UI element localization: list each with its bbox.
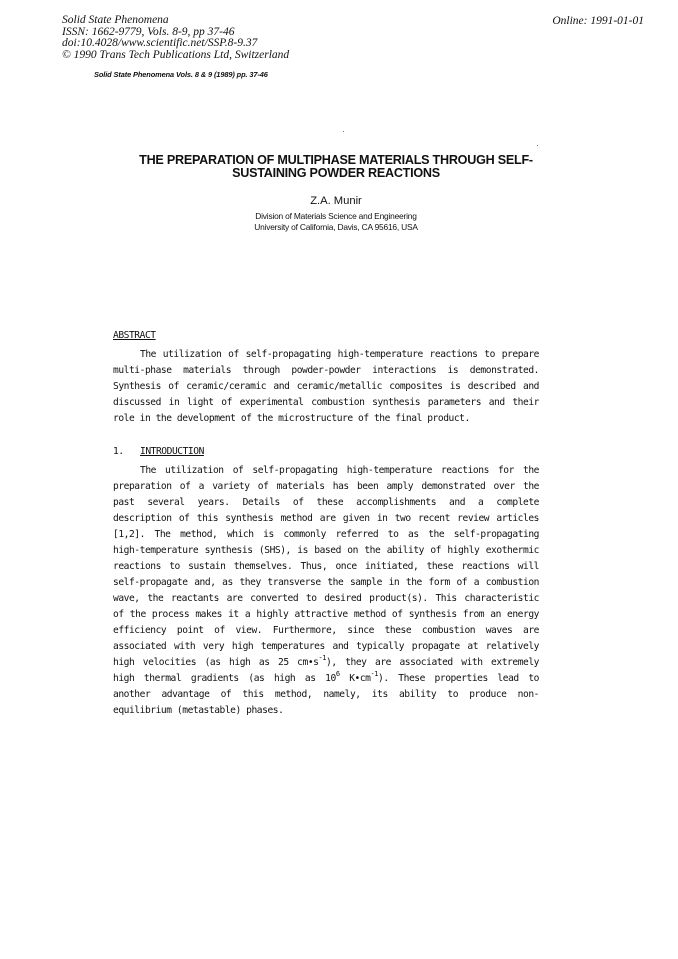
introduction-body [113, 463, 539, 719]
text-line: discussed in light of experimental combustion synthesis parameters and their [113, 397, 539, 408]
abstract-heading: ABSTRACT [113, 330, 156, 341]
superscript: -1 [370, 669, 379, 678]
text-line: Synthesis of ceramic/ceramic and ceramic/metallic composites is described and [113, 381, 539, 392]
online-date: Online: 1991-01-01 [552, 15, 644, 27]
text-line: associated with very high temperatures and typically propagate at relatively [113, 641, 539, 652]
copyright-line: © 1990 Trans Tech Publications Ltd, Switzerland [62, 48, 290, 61]
text-segment: K•cm [339, 673, 371, 684]
journal-volume-line: Solid State Phenomena Vols. 8 & 9 (1989) pp. 37-46 [94, 70, 268, 79]
text-line-with-superscript [113, 655, 539, 671]
publication-header [62, 15, 622, 61]
text-line: [1,2]. The method, which is commonly referred to as the self-propagating [113, 529, 539, 540]
affiliation-line: Division of Materials Science and Engineering [255, 211, 417, 221]
text-line: multi-phase materials through powder-powder interactions is demonstrated. [113, 365, 539, 376]
text-line: efficiency point of view. Furthermore, since these combustion waves are [113, 625, 539, 636]
text-line: self-propagate and, as they transverse the sample in the form of a combustion [113, 577, 539, 588]
text-line: preparation of a variety of materials has been amply demonstrated over the [113, 481, 539, 492]
text-line: equilibrium (metastable) phases. [113, 705, 284, 716]
scan-speck [537, 145, 538, 146]
text-segment: ). These properties lead to [378, 673, 539, 684]
affiliation-line: University of California, Davis, CA 95616, USA [254, 221, 418, 232]
abstract-body [113, 347, 539, 427]
text-line: of the process makes it a highly attractive method of synthesis from an energy [113, 609, 539, 620]
text-line: reactions to sustain themselves. Thus, once initiated, these reactions will [113, 561, 539, 572]
doi-line: doi:10.4028/www.scientific.net/SSP.8-9.37 [62, 37, 258, 50]
section-number: 1. [113, 446, 124, 457]
superscript: 6 [335, 669, 340, 678]
scan-speck [343, 131, 344, 132]
introduction-heading: INTRODUCTION [140, 446, 204, 457]
text-line: The utilization of self-propagating high-temperature reactions for the [140, 465, 539, 476]
title-line: SUSTAINING POWDER REACTIONS [232, 166, 440, 180]
text-line: wave, the reactants are converted to desired product(s). This characteristic [113, 593, 539, 604]
text-line: high-temperature synthesis (SHS), is based on the ability of highly exothermic [113, 545, 539, 556]
text-line-with-superscript [113, 671, 539, 687]
issn-line: ISSN: 1662-9779, Vols. 8-9, pp 37-46 [62, 25, 235, 38]
author-affiliation [60, 211, 612, 232]
text-line: The utilization of self-propagating high-temperature reactions to prepare [140, 349, 539, 360]
title-line: THE PREPARATION OF MULTIPHASE MATERIALS THROUGH SELF- [139, 153, 533, 167]
text-line: description of this synthesis method are given in two recent review articles [113, 513, 539, 524]
author-name: Z.A. Munir [310, 195, 362, 207]
superscript: -1 [318, 653, 327, 662]
text-line: another advantage of this method, namely, its ability to produce non- [113, 689, 539, 700]
text-line: role in the development of the microstructure of the final product. [113, 413, 470, 424]
journal-name: Solid State Phenomena [62, 14, 169, 26]
text-segment: high velocities (as high as 25 cm•s [113, 657, 319, 668]
text-line: past several years. Details of these accomplishments and a complete [113, 497, 539, 508]
text-segment: high thermal gradients (as high as 10 [113, 673, 336, 684]
text-segment: ), they are associated with extremely [326, 657, 539, 668]
paper-title [60, 154, 612, 180]
